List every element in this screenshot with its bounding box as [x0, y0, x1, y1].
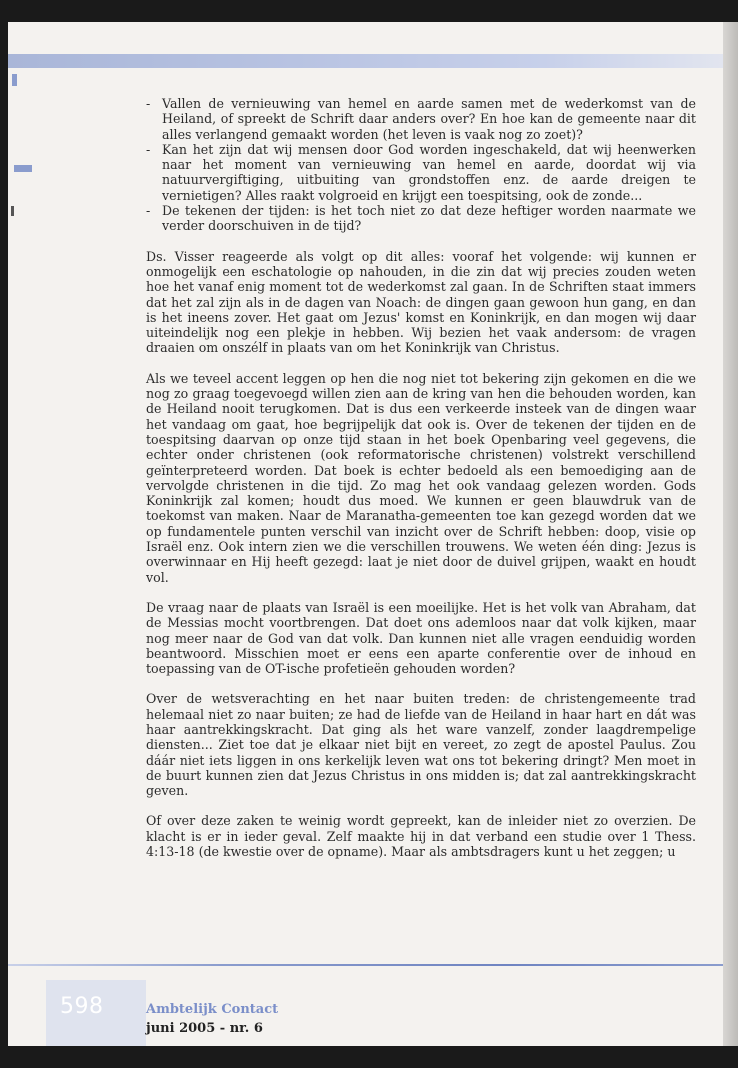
list-item: - De tekenen der tijden: is het toch niet zo dat deze heftiger worden naarmate we verder doorschuiven in de tijd?	[146, 203, 696, 234]
list-item-text: De tekenen der tijden: is het toch niet zo dat deze heftiger worden naarmate we verder doorschuiven in de tijd?	[162, 203, 696, 234]
paragraph: Of over deze zaken te weinig wordt gepreekt, kan de inleider niet zo overzien. De klacht is er in ieder geval. Zelf maakte hij in dat verband een studie over 1 Thess. 4:13-18 (de kwestie over de opname). Maar als ambtsdragers kunt u het zeggen; u	[146, 813, 696, 860]
publication-title: Ambtelijk Contact	[146, 1002, 279, 1017]
document-page	[8, 22, 723, 1046]
header-color-band	[8, 54, 723, 68]
question-list	[146, 96, 696, 234]
paragraph: Over de wetsverachting en het naar buiten treden: de christengemeente trad helemaal niet zo naar buiten; ze had de liefde van de Heiland in haar hart en dát was haar aantrekkingskracht. Dat ging als het ware vanzelf, zonder laagdrempelige diensten... Ziet toe dat je elkaar niet bijt en vereet, zo zegt de apostel Paulus. Zou dáár niet iets liggen in ons kerkelijk leven wat ons tot bekering dringt? Men moet in de buurt kunnen zien dat Jezus Christus in ons midden is; dat zal aantrekkingskracht geven.	[146, 691, 696, 799]
page-edge-shadow	[723, 22, 738, 1046]
margin-mark	[14, 165, 32, 172]
list-item-text: Vallen de vernieuwing van hemel en aarde samen met de wederkomst van de Heiland, of spreekt de Schrift daar anders over? En hoe kan de gemeente naar dit alles verlangend gemaakt worden (het leven is vaak nog zo zoet)?	[162, 96, 696, 142]
list-item: - Vallen de vernieuwing van hemel en aarde samen met de wederkomst van de Heiland, of spreekt de Schrift daar anders over? En hoe kan de gemeente naar dit alles verlangend gemaakt worden (het leven is vaak nog zo zoet)?	[146, 96, 696, 142]
paragraph: Als we teveel accent leggen op hen die nog niet tot bekering zijn gekomen en die we nog zo graag toegevoegd willen zien aan de kring van hen die behouden worden, kan de Heiland nooit terugkomen. Dat is dus een verkeerde insteek van de dingen waar het vandaag om gaat, hoe begrijpelijk dat ook is. Over de tekenen der tijden en de toespitsing daarvan op onze tijd staan in het boek Openbaring veel gegevens, die echter onder christenen (ook reformatorische christenen) volstrekt verschillend geïnterpreteerd worden. Dat boek is echter bedoeld als een bemoediging aan de vervolgde christenen in die tijd. Zo mag het ook vandaag gelezen worden. Gods Koninkrijk zal komen; houdt dus moed. We kunnen er geen blauwdruk van de toekomst van maken. Naar de Maranatha-gemeenten toe kan gezegd worden dat we op fundamentele punten verschil van inzicht over de Schrift hebben: doop, visie op Israël enz. Ook intern zien we die verschillen trouwens. We weten één ding: Jezus is overwinnaar en Hij heeft gezegd: laat je niet door de duivel grijpen, waakt en houdt vol.	[146, 370, 696, 585]
page-number-box	[46, 980, 146, 1046]
list-item-text: Kan het zijn dat wij mensen door God worden ingeschakeld, dat wij heenwerken naar het moment van vernieuwing van hemel en aarde, doordat wij via natuurvergiftiging, uitbuiting van grondstoffen enz. de aarde dreigen te vernietigen? Alles raakt volgroeid en krijgt een toespitsing, ook de zonde...	[162, 141, 696, 203]
margin-mark	[12, 74, 17, 86]
margin-mark	[11, 206, 14, 216]
list-item: - Kan het zijn dat wij mensen door God worden ingeschakeld, dat wij heenwerken naar het moment van vernieuwing van hemel en aarde, doordat wij via natuurvergiftiging, uitbuiting van grondstoffen enz. de aarde dreigen te vernietigen? Alles raakt volgroeid en krijgt een toespitsing, ook de zonde...	[146, 141, 696, 203]
footer-rule	[8, 964, 723, 966]
paragraph: De vraag naar de plaats van Israël is een moeilijke. Het is het volk van Abraham, dat de Messias mocht voortbrengen. Dat doet ons ademloos naar dat volk kijken, maar nog meer naar de God van dat volk. Dan kunnen niet alle vragen eenduidig worden beantwoord. Misschien moet er eens een aparte conferentie over de inhoud en toepassing van de OT-ische profetieën gehouden worden?	[146, 599, 696, 677]
page-number: 598	[60, 994, 104, 1019]
paragraph: Ds. Visser reageerde als volgt op dit alles: vooraf het volgende: wij kunnen er onmogelijk een eschatologie op nahouden, in die zin dat wij precies zouden weten hoe het vanaf enig moment tot de wederkomst zal gaan. In de Schriften staat immers dat het zal zijn als in de dagen van Noach: de dingen gaan gewoon hun gang, en dan is het ineens zover. Het gaat om Jezus' komst en Koninkrijk, en dan mogen wij daar uiteindelijk nog een plekje in hebben. Wij bezien het vaak andersom: de vragen draaien om onszélf in plaats van om het Koninkrijk van Christus.	[146, 248, 696, 356]
article-body	[146, 96, 696, 874]
issue-label: juni 2005 - nr. 6	[146, 1021, 263, 1036]
